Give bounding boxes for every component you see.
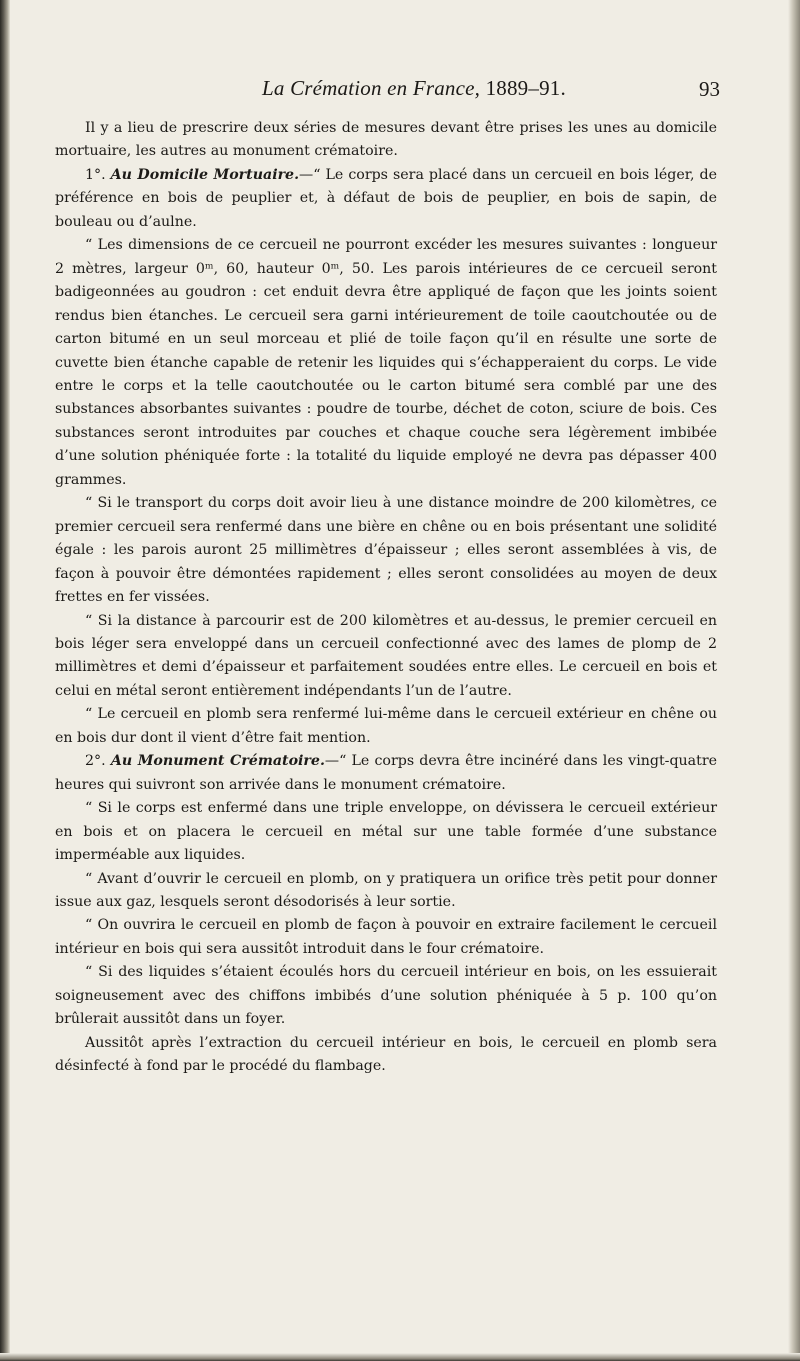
running-header [108, 76, 720, 100]
paragraph: “ Si la distance à parcourir est de 200 kilomètres et au-dessus, le premier cercueil en bois léger sera enveloppé dans un cercueil confectionné avec des lames de plomp de 2 millimètres et demi d’épaisseur et parfaitement soudées entre elles. Le cercueil en bois et celui en métal seront entièrement indépendants l’un de l’autre. [55, 612, 717, 699]
paragraph: “ Le cercueil en plomb sera renfermé lui-même dans le cercueil extérieur en chêne ou en bois dur dont il vient d’être fait mention. [55, 706, 717, 746]
page-number: 93 [699, 77, 720, 101]
page-edge [788, 0, 800, 1361]
section-heading: Au Domicile Mortuaire. [110, 166, 300, 183]
section-heading: Au Monument Crématoire. [110, 753, 325, 770]
section-paragraph: 1°. Au Domicile Mortuaire.—“ Le corps sera placé dans un cercueil en bois léger, de préférence en bois de peuplier et, à défaut de bois de peuplier, en bois de sapin, de bouleau ou d’aulne. [55, 166, 717, 230]
paragraph: “ Si le corps est enfermé dans une triple enveloppe, on dévissera le cercueil extérieur en bois et on placera le cercueil en métal sur une table formée d’une substance imperméable aux liquides. [55, 800, 717, 864]
paragraph: “ Avant d’ouvrir le cercueil en plomb, on y pratiquera un orifice très petit pour donner issue aux gaz, lesquels seront désodorisés à leur sortie. [55, 870, 717, 910]
binding-shadow [0, 0, 10, 1361]
paragraph: “ On ouvrira le cercueil en plomb de façon à pouvoir en extraire facilement le cercueil intérieur en bois qui sera aussitôt introduit dans le four crématoire. [55, 917, 717, 957]
body-text [55, 117, 717, 1079]
paragraph: “ Si des liquides s’étaient écoulés hors du cercueil intérieur en bois, on les essuierait soigneusement avec des chiffons imbibés d’une solution phéniquée à 5 p. 100 qu’on brûlerait aussitôt dans un foyer. [55, 964, 717, 1028]
paragraph: “ Les dimensions de ce cercueil ne pourront excéder les mesures suivantes : longueur 2 mètres, largeur 0ᵐ, 60, hauteur 0ᵐ, 50. Les parois intérieures de ce cercueil seront badigeonnées au goudron : cet enduit devra être appliqué de façon que les joints soient rendus bien étanches. Le cercueil sera garni intérieurement de toile caoutchoutée ou de carton bitumé en un seul morceau et plié de toile façon qu’il en résulte une sorte de cuvette bien étanche capable de retenir les liquides qui s’échapperaient du corps. Le vide entre le corps et la telle caoutchoutée ou le carton bitumé sera comblé par une des substances absorbantes suivantes : poudre de tourbe, déchet de coton, sciure de bois. Ces substances seront introduites par couches et chaque couche sera légèrement imbibée d’une solution phéniquée forte : la totalité du liquide employé ne devra pas dépasser 400 grammes. [55, 237, 717, 488]
paragraph: Aussitôt après l’extraction du cercueil intérieur en bois, le cercueil en plomb sera désinfecté à fond par le procédé du flambage. [55, 1034, 717, 1075]
paragraph: “ Si le transport du corps doit avoir lieu à une distance moindre de 200 kilomètres, ce premier cercueil sera renfermé dans une bière en chêne ou en bois présentant une solidité égale : les parois auront 25 millimètres d’épaisseur ; elles seront assemblées à vis, de façon à pouvoir être démontées rapidement ; elles seront consolidées au moyen de deux frettes en fer vissées. [55, 495, 717, 606]
bottom-edge [0, 1353, 800, 1361]
running-title [108, 76, 720, 101]
paragraph: Il y a lieu de prescrire deux séries de mesures devant être prises les unes au domicile mortuaire, les autres au monument crématoire. [55, 120, 717, 160]
section-paragraph: 2°. Au Monument Crématoire.—“ Le corps devra être incinéré dans les vingt-quatre heures qui suivront son arrivée dans le monument crématoire. [55, 753, 717, 793]
running-title-text: La Crémation en France, [262, 76, 481, 100]
running-title-years: 1889–91. [485, 76, 566, 100]
